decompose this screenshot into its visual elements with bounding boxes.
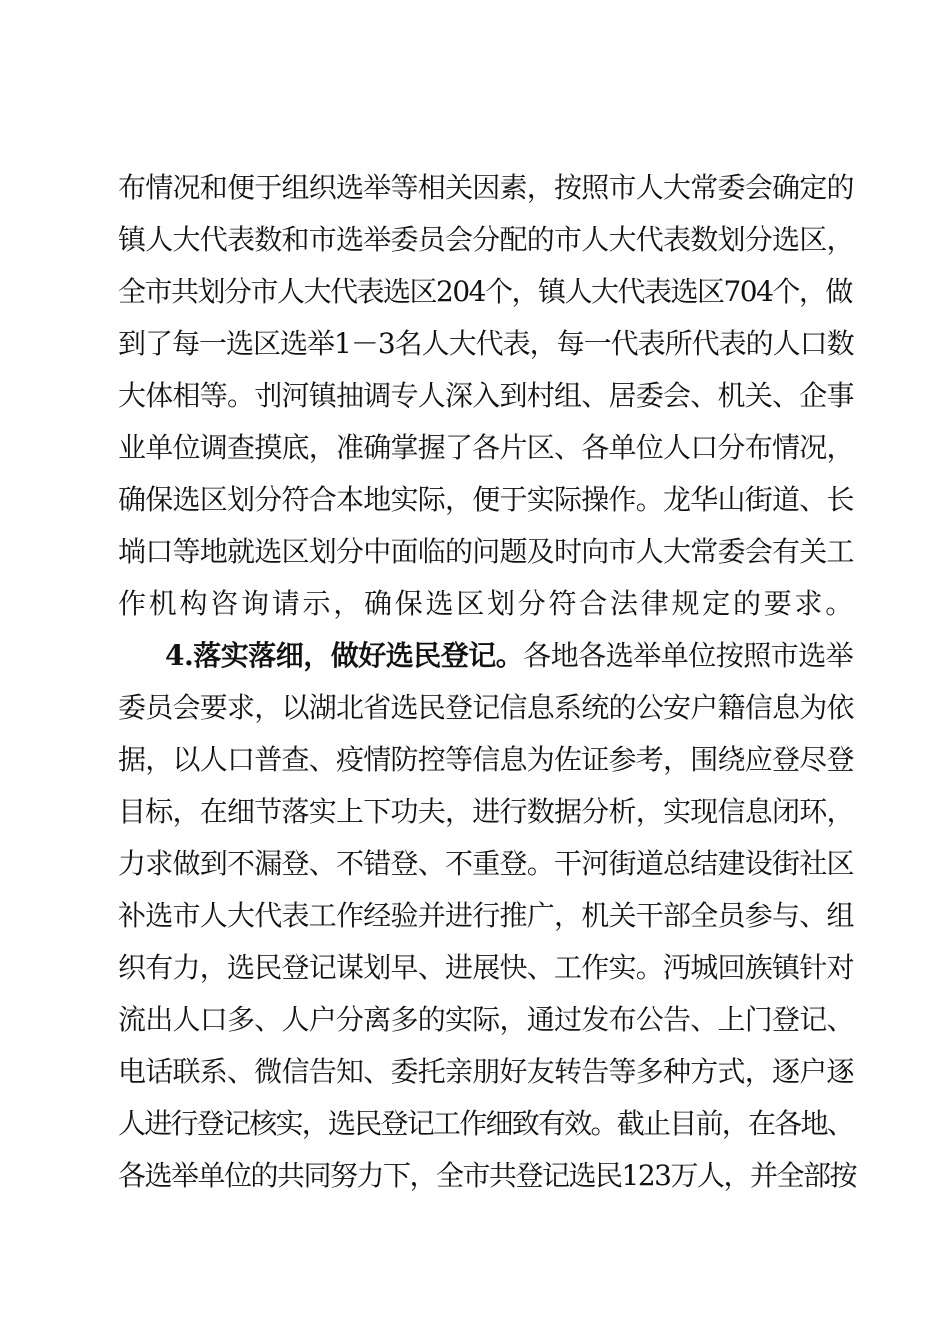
section-first-line bbox=[165, 630, 858, 682]
paragraph-line: 人进行登记核实，选民登记工作细致有效。截止目前，在各地、 bbox=[118, 1107, 854, 1140]
paragraph-line: 全市共划分市人大代表选区204个，镇人大代表选区704个，做 bbox=[118, 275, 852, 308]
paragraph-line: 各选举单位的共同努力下，全市共登记选民123万人，并全部按 bbox=[118, 1159, 856, 1192]
section-heading: 4.落实落细，做好选民登记。 bbox=[165, 639, 524, 672]
paragraph-line: 确保选区划分符合本地实际，便于实际操作。龙华山街道、长 bbox=[118, 483, 854, 516]
paragraph-line: 织有力，选民登记谋划早、进展快、工作实。沔城回族镇针对 bbox=[118, 951, 854, 984]
section-first-line-text: 各地各选举单位按照市选举 bbox=[523, 639, 854, 672]
paragraph-line: 布情况和便于组织选举等相关因素，按照市人大常委会确定的 bbox=[118, 171, 854, 204]
paragraph-line: 镇人大代表数和市选举委员会分配的市人大代表数划分选区， bbox=[118, 223, 854, 256]
paragraph-line: 到了每一选区选举1－3名人大代表，每一代表所代表的人口数 bbox=[118, 327, 854, 360]
paragraph-line: 委员会要求，以湖北省选民登记信息系统的公安户籍信息为依 bbox=[118, 691, 854, 724]
paragraph-line: 据，以人口普查、疫情防控等信息为佐证参考，围绕应登尽登 bbox=[118, 743, 854, 776]
paragraph-line: 大体相等。刌河镇抽调专人深入到村组、居委会、机关、企事 bbox=[118, 379, 854, 412]
paragraph-line: 补选市人大代表工作经验并进行推广，机关干部全员参与、组 bbox=[118, 899, 854, 932]
paragraph-line: 业单位调查摸底，准确掌握了各片区、各单位人口分布情况， bbox=[118, 431, 854, 464]
paragraph-line: 作机构咨询请示，确保选区划分符合法律规定的要求。 bbox=[118, 587, 857, 620]
paragraph-line: 力求做到不漏登、不错登、不重登。干河街道总结建设街社区 bbox=[118, 847, 854, 880]
paragraph-line: 目标，在细节落实上下功夫，进行数据分析，实现信息闭环， bbox=[118, 795, 854, 828]
paragraph-line: 埫口等地就选区划分中面临的问题及时向市人大常委会有关工 bbox=[118, 535, 854, 568]
paragraph-line: 电话联系、微信告知、委托亲朋好友转告等多种方式，逐户逐 bbox=[118, 1055, 854, 1088]
paragraph-line: 流出人口多、人户分离多的实际，通过发布公告、上门登记、 bbox=[118, 1003, 854, 1036]
